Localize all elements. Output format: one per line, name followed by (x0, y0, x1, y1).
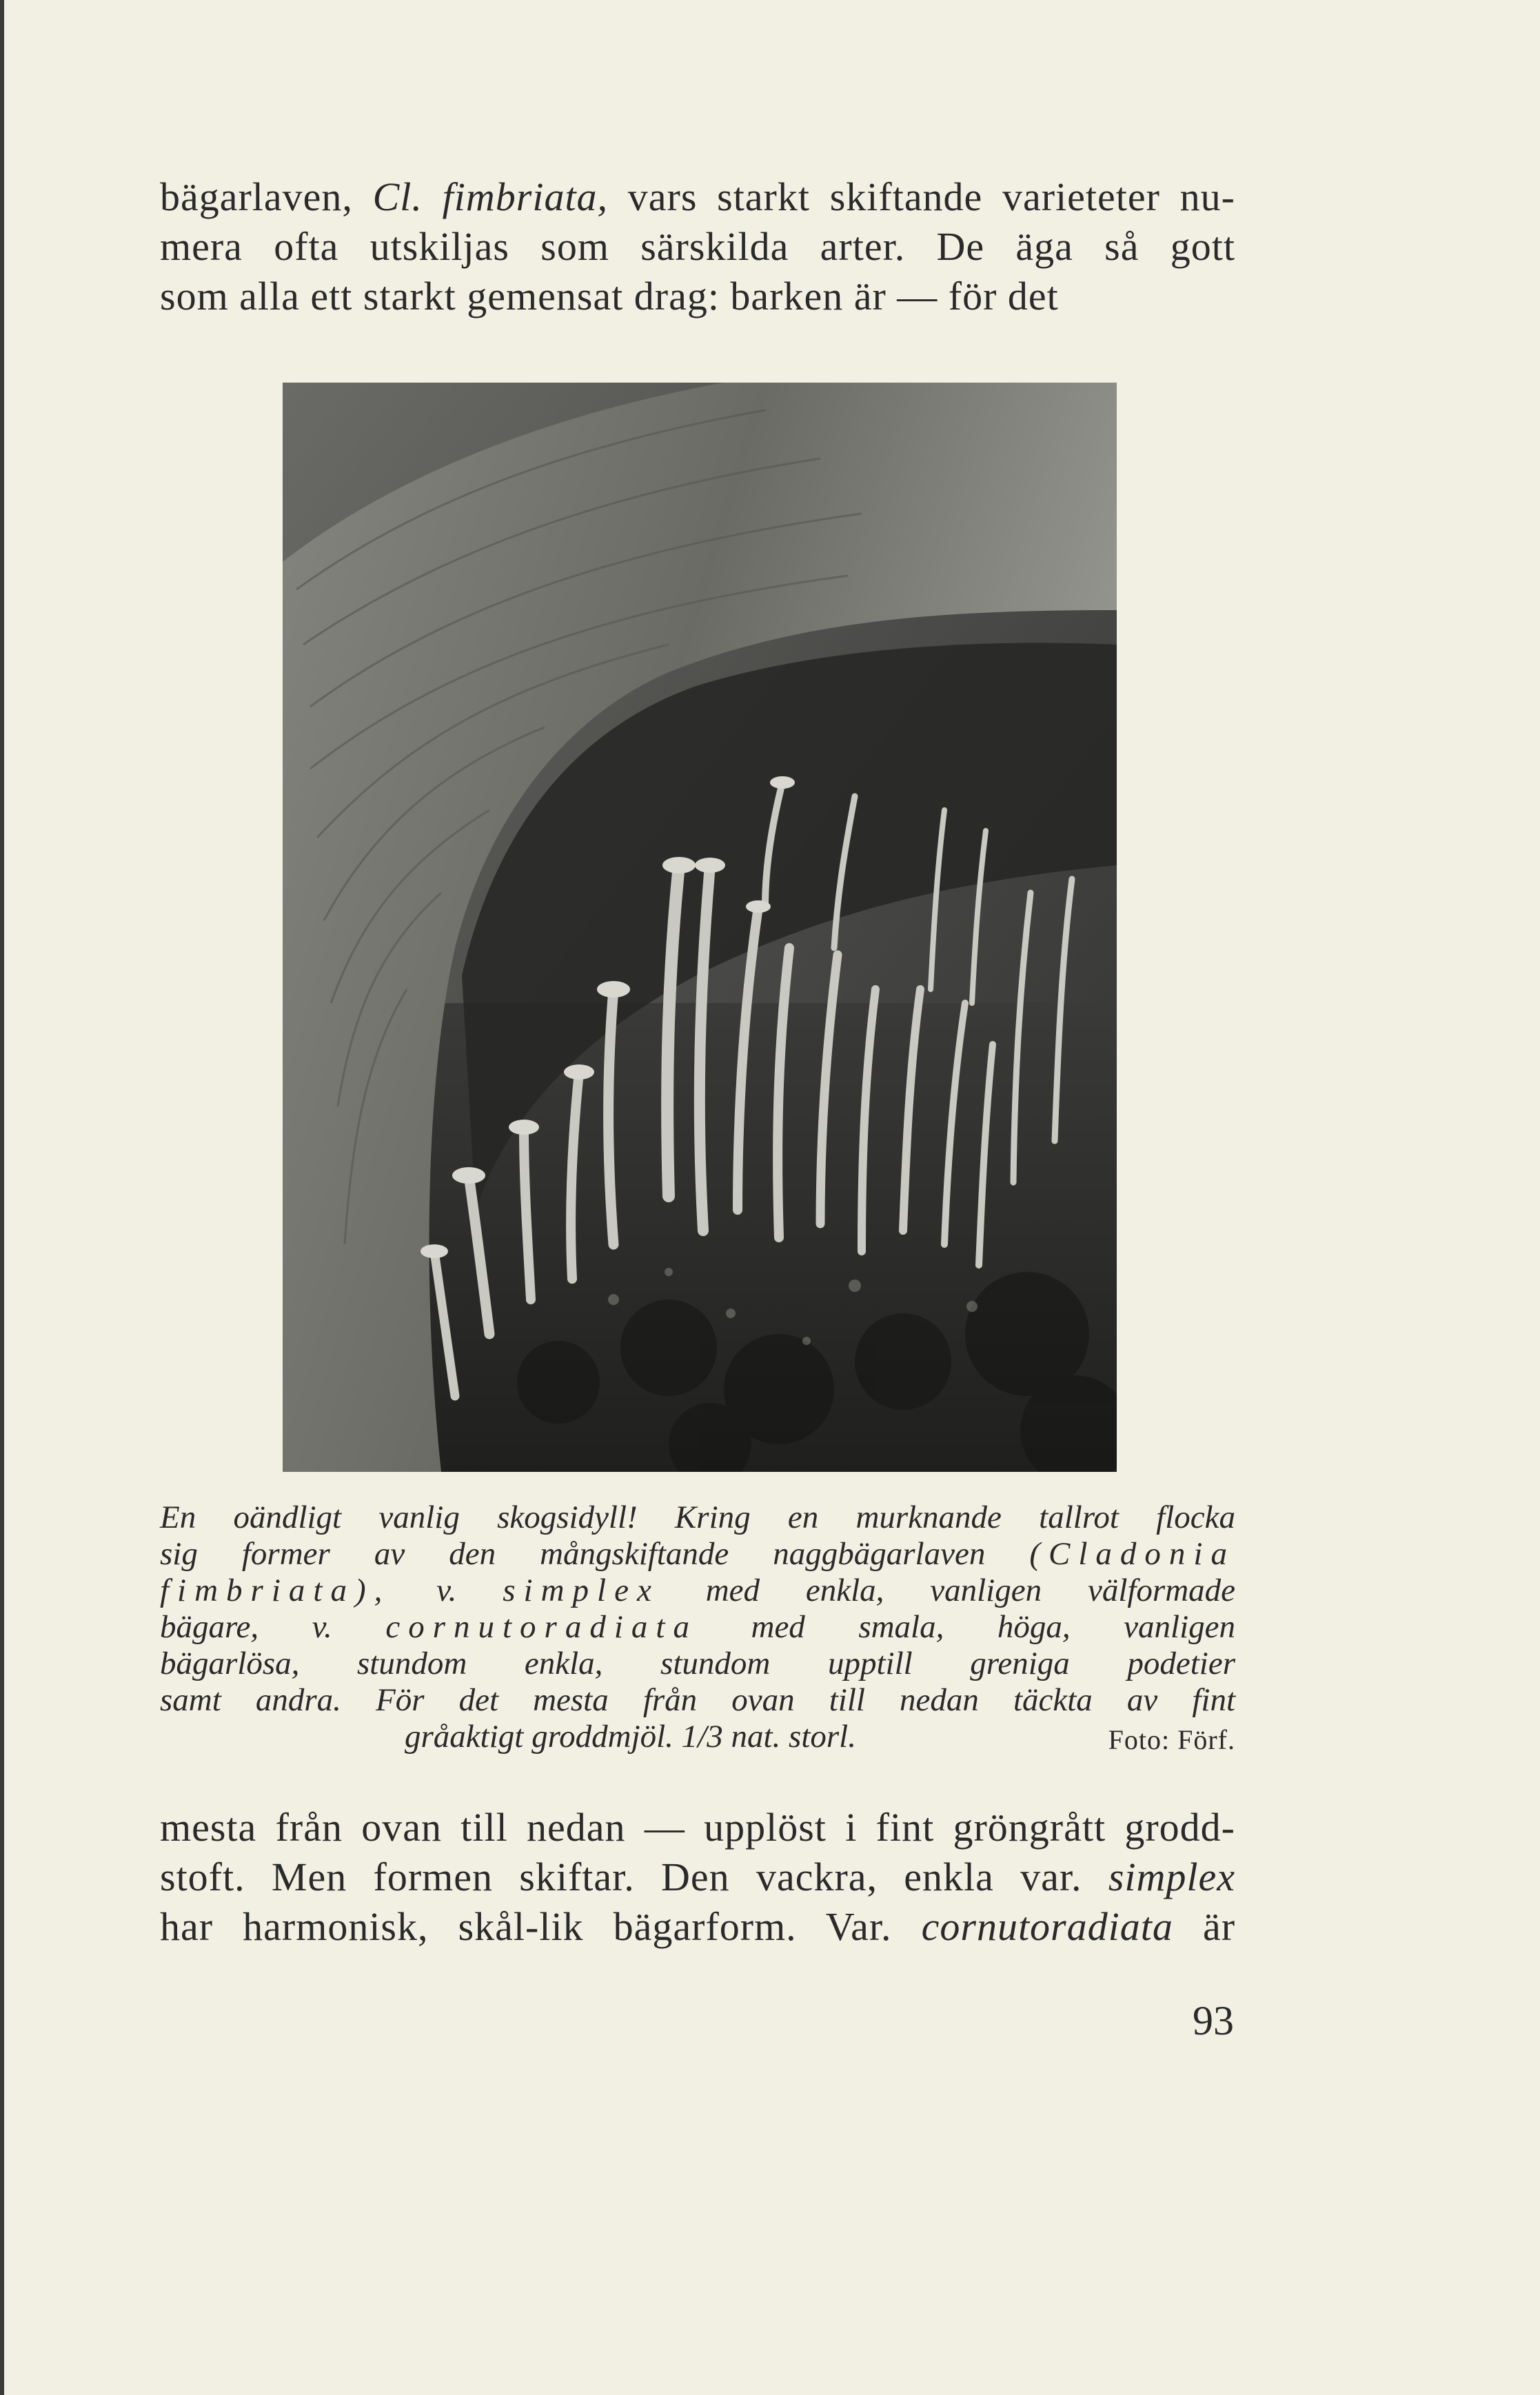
paragraph-top-line-2: mera ofta utskiljas som särskilda arter. De äga så gott (160, 224, 1235, 269)
caption-line-6: samt andra. För det mesta från ovan till nedan täckta av fint (160, 1682, 1235, 1718)
photo-illustration (283, 383, 1117, 1472)
photo-caption (160, 1499, 1235, 1755)
paragraph-bottom-line-1: mesta från ovan till nedan — upplöst i fint gröngrått grodd- (160, 1805, 1235, 1850)
photo-lichen-on-tree-root (283, 383, 1117, 1472)
caption-line-4: bägare, v. cornutoradiata med smala, höga, vanligen (160, 1609, 1236, 1645)
caption-line-5: bägarlösa, stundom enkla, stundom upptill greniga podetier (160, 1646, 1235, 1681)
caption-line-3: fimbriata), v. simplex med enkla, vanligen välformade (160, 1573, 1236, 1608)
paragraph-top (160, 172, 1235, 321)
caption-line-2: sig former av den mångskiftande naggbägarlaven (Cladonia (160, 1536, 1235, 1572)
paragraph-top-line-3: som alla ett starkt gemensat drag: barken är — för det (160, 274, 1059, 319)
caption-line-1: En oändligt vanlig skogsidyll! Kring en murknande tallrot flocka (160, 1499, 1235, 1535)
paragraph-bottom-line-3: har harmonisk, skål-lik bägarform. Var. cornutoradiata är (160, 1904, 1236, 1949)
paragraph-bottom (160, 1803, 1235, 1952)
page-left-edge (0, 0, 4, 2395)
photo-credit: Foto: Förf. (1108, 1724, 1235, 1755)
caption-line-7: gråaktigt groddmjöl. 1/3 nat. storl. Foto: Förf. (160, 1719, 1235, 1755)
paragraph-top-line-1: bägarlaven, Cl. fimbriata, vars starkt skiftande varieteter nu- (160, 174, 1235, 219)
page-number: 93 (1193, 1998, 1234, 2043)
paragraph-bottom-line-2: stoft. Men formen skiftar. Den vackra, enkla var. simplex (160, 1855, 1235, 1899)
